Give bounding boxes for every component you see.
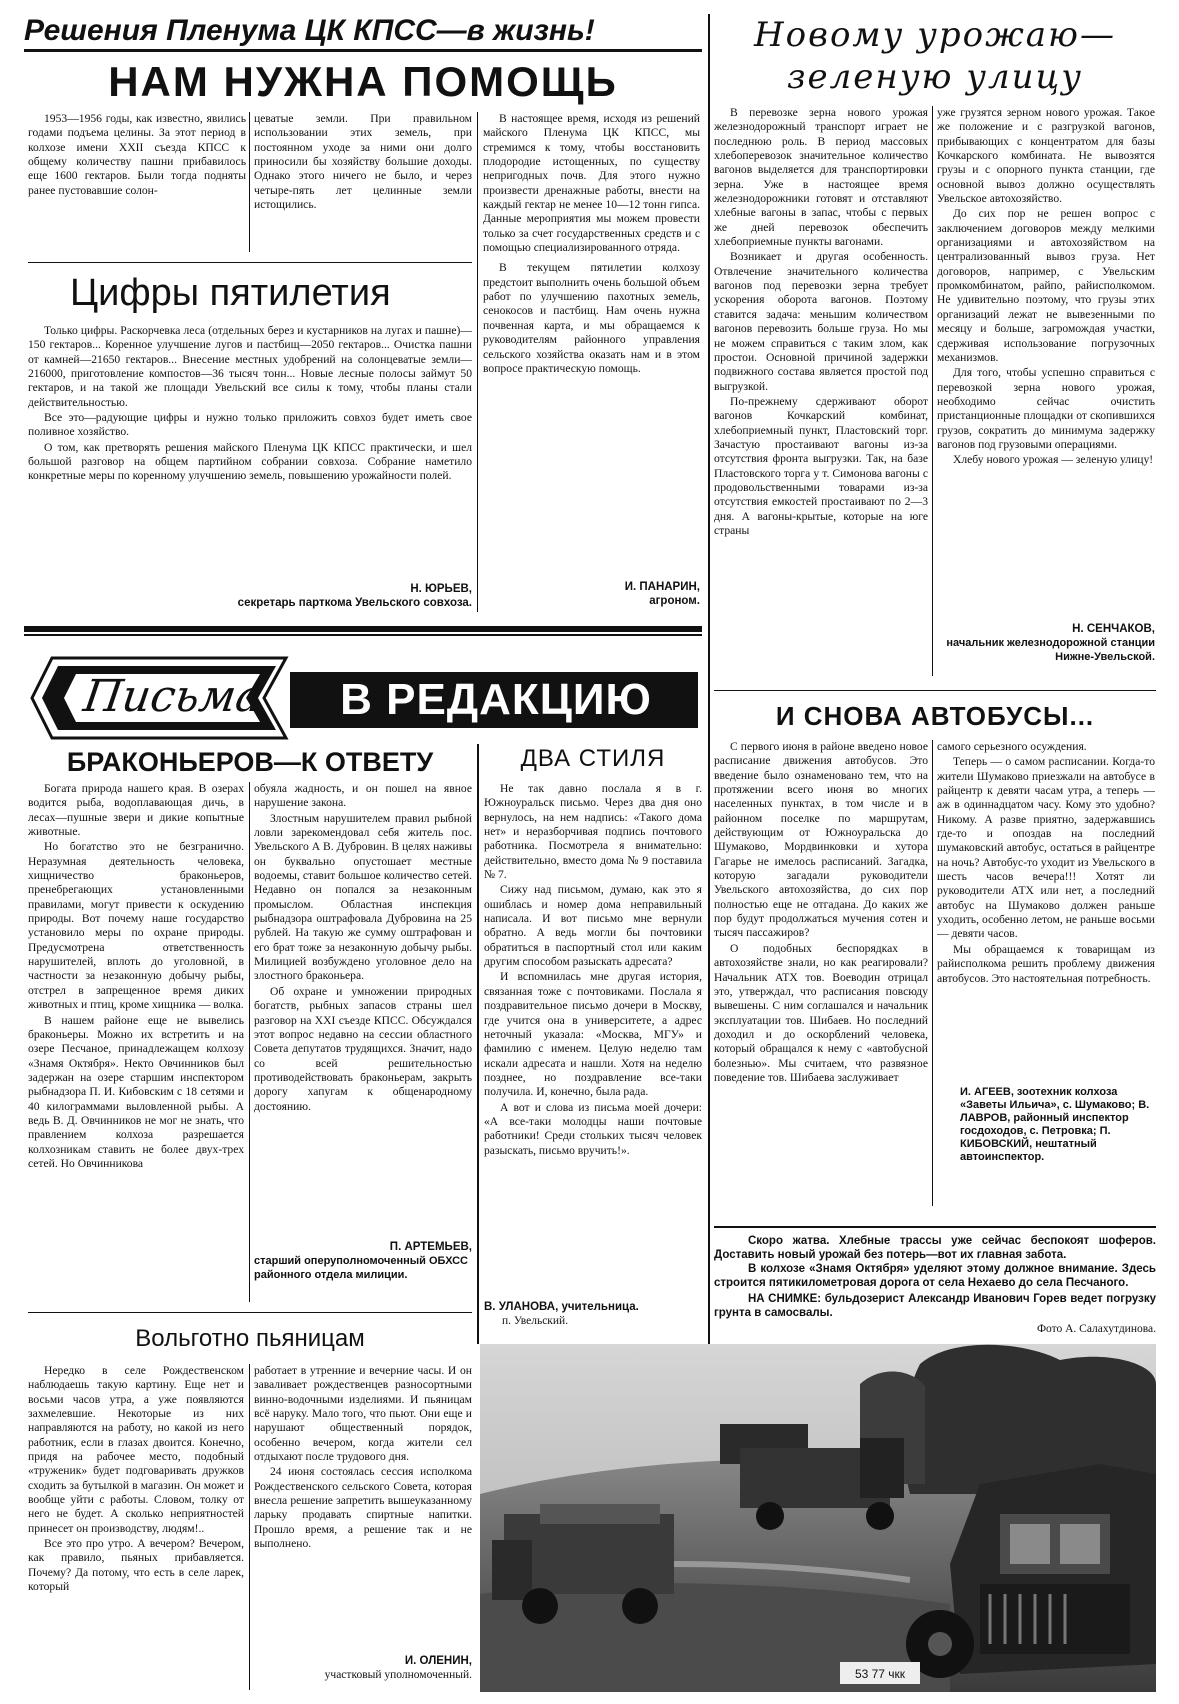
- poachers-signature-name: П. АРТЕМЬЕВ,: [389, 1241, 472, 1253]
- photo-on-label: НА СНИМКЕ:: [748, 1293, 822, 1305]
- drunks-col2-p1: работает в утренние и вечерние часы. И он заваливает рождественцев разносортными винно-водочными изделиями. И пьяницам всё наруку. Мало того, что пьют. Они еще и нарушают общественный порядок, особенно вечером, когда жители сел отдыхают после трудового дня.: [254, 1364, 472, 1464]
- help-col1-p: 1953—1956 годы, как известно, явились годами подъема целины. За этот период в колхозе имени XXII съезда КПСС к общему количеству пашни прибавилось еще 1600 гектаров. Были тогда подняты ранее пустовавшие солон-: [28, 112, 246, 197]
- fiveyear-title-text: Цифры пятилетия: [70, 272, 391, 314]
- buses-signature-text: И. АГЕЕВ, зоотехник колхоза «Заветы Ильича», с. Шумаково; В. ЛАВРОВ, районный инспектор госдоходов, с. Петровка; П. КИБОВСКИЙ, нештатный автоинспектор.: [960, 1086, 1150, 1163]
- drunks-col1-p2: Все это про утро. А вечером? Вечером, как правило, пьяных прибавляется. Почему? Да потому, что есть в селе ларек, который: [28, 1537, 244, 1594]
- harvest-col1-p3: По-прежнему сдерживают оборот вагонов Кочкарский комбинат, хлебоприемный пункт, Пластовский торг. Зачастую простаивают вагоны из-за отсутствия фронта выгрузки. Так, на базе Пластовского торга у т. Симонова вагоны с продовольственными товарами из-за отсутствия емкостей простаивают по 2—3 дня. А вагоны-крытые, которые на юге страны: [714, 394, 928, 537]
- buses-title: [714, 696, 1156, 736]
- buses-col2-p1: самого серьезного осуждения.: [937, 740, 1087, 753]
- twostyles-body: [484, 782, 702, 1290]
- harvest-title: [714, 14, 1156, 104]
- twostyles-title-text: ДВА СТИЛЯ: [520, 745, 666, 772]
- buses-col-2: [937, 740, 1155, 1052]
- buses-col2-p3: Мы обращаемся к товарищам из райисполкома решить проблему движения автобусов. Это настоятельная потребность.: [937, 942, 1155, 985]
- fiveyear-signature: [28, 582, 472, 616]
- poachers-col-2: [254, 782, 472, 1242]
- photo-caption: [714, 1234, 1156, 1340]
- help-signature-name: И. ПАНАРИН,: [624, 581, 700, 593]
- help-col3-p2: В текущем пятилетии колхозу предстоит выполнить очень большой объем работ по улучшению пахотных земель, сенокосов и пастбищ. Нам очень нужна почвенная карта, и мы обращаемся к руководителям районного управления сельского хозяйства оказать нам и в этом вопросе практическую помощь.: [483, 261, 700, 375]
- poachers-col1-p2: Но богатство это не безгранично. Неразумная деятельность человека, хищничество браконьеров, пренебрегающих установленными правилами, могут привести к оскудению природы. Вот почему наше государство установило меры по охране природы. Предусмотрена ответственность нарушителей, вплоть до уголовной, в частности за незаконную добычу рыбы, отстрел в запрещенное время диких животных и птиц, кроме хищника — волка.: [28, 840, 244, 1012]
- fiveyear-signature-position: секретарь парткома Увельского совхоза.: [237, 597, 472, 609]
- harvest-col2-p3: Для того, чтобы успешно справиться с перевозкой зерна нового урожая, необходимо сейчас очистить пристанционные площадки от скопившихся грузов, сократить до минимума задержку вагонов под грузовыми операциями.: [937, 366, 1155, 451]
- harvest-signature-name: Н. СЕНЧАКОВ,: [1072, 623, 1155, 635]
- help-title-text: НАМ НУЖНА ПОМОЩЬ: [108, 58, 618, 105]
- help-title: [24, 54, 702, 110]
- drunks-col1-p1: Нередко в селе Рождественском наблюдаешь такую картину. Еще нет и восьми часов утра, а уже появляются захмелевшие. Некоторые из них направляются на работу, но какой из него работник, если в глазах двоится. Конечно, придя на рабочее место, подобный «труженик» будет подговаривать дружков сходить за бутылкой в магазин. Он может и вообще уйти с работы. Словом, толку от него не будет. А сколько неприятностей принесет он производству, людям!..: [28, 1364, 244, 1535]
- poachers-signature: [254, 1240, 472, 1302]
- fiveyear-p2: Все это—радующие цифры и нужно только приложить совхоз будет иметь свое поливное хозяйство.: [28, 411, 472, 439]
- buses-col2-p2: Теперь — о самом расписании. Когда-то жители Шумаково приезжали на автобусе в райцентр к девяти часам утра, а теперь — аж в одиннадцатом часу. Кому это удобно? Никому. А разве приятно, задержавшись где-то и опоздав на последний шумаковский автобус, остаться в райцентре на ночь? Автобус-то уходит из Увельского в шесть часов вечера!!! Хотят ли руководители АТХ или нет, а последний автобус на Шумаково должен раньше уходить, особенно летом, не раньше восьми — девяти часов.: [937, 755, 1155, 941]
- drunks-signature-name: И. ОЛЕНИН,: [404, 1655, 472, 1667]
- help-col-1: [28, 112, 246, 260]
- twostyles-signature-place: п. Увельский.: [502, 1315, 569, 1327]
- top-banner-text: Решения Пленума ЦК КПСС—в жизнь!: [24, 14, 595, 47]
- buses-col1-p1: С первого июня в районе введено новое расписание движения автобусов. Это введение было ознаменовано тем, что на протяжении всего июня во многих населенных пунктах, в том числе и в районном поселке по маршрутам, действующим от Южноуральска до Шумаково, Мордвинковки и хутора Гагарье не имелось расписаний. Загадка, которую загадали руководители Увельского автохозяйства, до сих пор полностью еще не отгадана. До каких же пор будут продолжаться мучения сотен и тысяч пассажиров?: [714, 740, 928, 940]
- drunks-col2-p2: 24 июня состоялась сессия исполкома Рождественского сельского Совета, которая внесла решение запретить вышеуказанному ларьку продавать спиртные напитки. Прошло время, а решение так и не выполнено.: [254, 1465, 472, 1551]
- harvest-col-2: [937, 106, 1155, 626]
- fiveyear-signature-name: Н. ЮРЬЕВ,: [410, 583, 472, 595]
- photo-plate: 53 77 чкк: [854, 1667, 906, 1681]
- poachers-title: [28, 744, 472, 780]
- poachers-col2-p2: Злостным нарушителем правил рыбной ловли зарекомендовал себя житель пос. Увельского А В. Дубровин. В целях наживы он буквально опустошает местные водоемы, ставит большое количество сетей. Недавно он попался за незаконным промыслом. Областная инспекция рыбнадзора оштрафовала Дубровина на 25 рублей. На такую же сумму оштрафован и его брат тоже за незаконную добычу рыбы. Милицией возбуждено уголовное дело на злостного браконьера.: [254, 811, 472, 983]
- fiveyear-body: [28, 324, 472, 582]
- photo: [480, 1344, 1156, 1692]
- drunks-title-text: Вольготно пьяницам: [135, 1325, 365, 1352]
- drunks-col-2: [254, 1364, 472, 1634]
- letters-banner: [24, 620, 702, 740]
- help-col-2: [254, 112, 472, 260]
- harvest-col1-p1: В перевозке зерна нового урожая железнодорожный транспорт играет не последнюю роль. В период массовых хлебоперевозок значительное количество вагонов выделяется для транспортировки зерна. Уже в настоящее время железнодорожники готовят и отставляют хлебные вагоны в запас, чтобы с первых же дней перевозок обеспечить хлебоприемные пункты вагонами.: [714, 106, 928, 249]
- twostyles-title: [484, 744, 702, 774]
- letters-banner-script: Письма: [80, 671, 266, 722]
- photo-caption-line-1: Скоро жатва. Хлебные трассы уже сейчас беспокоят шоферов. Доставить новый урожай без потерь—вот их главная забота.: [714, 1235, 1156, 1261]
- buses-title-text: И СНОВА АВТОБУСЫ...: [775, 701, 1095, 731]
- fiveyear-p1: Только цифры. Раскорчевка леса (отдельных берез и кустарников на лугах и пашне)—150 гектаров... Коренное улучшение лугов и пастбищ—2050 гектаров... Очистка пашни от камней—21650 гектаров... Внесение местных удобрений на солонцеватые земли—216000, приготовление компостов—36 тысяч тонн... Новые лесные полосы займут 50 гектаров, и на такой же площади Увельский все силы к тому, чтобы планы стали действительностью.: [28, 324, 472, 409]
- drunks-signature-position: участковый уполномоченный.: [324, 1669, 472, 1681]
- harvest-col2-p4: Хлебу нового урожая — зеленую улицу!: [953, 453, 1154, 467]
- poachers-col2-p1: обуяла жадность, и он пошел на явное нарушение закона.: [254, 782, 472, 810]
- letters-banner-block: В РЕДАКЦИЮ: [340, 675, 652, 724]
- harvest-title-text: Новому урожаю— зеленую улицу: [754, 15, 1116, 97]
- harvest-signature-position: начальник железнодорожной станции Нижне-Увельской.: [946, 637, 1155, 663]
- twostyles-p4: А вот и слова из письма моей дочери: «А все-таки молодцы наши почтовые работники! Среди стольких тысяч человек разыскать, письмо вручить!».: [484, 1100, 702, 1157]
- help-col-3: [483, 112, 700, 577]
- photo-on-text: бульдозерист Александр Иванович Горев ведет погрузку грунта в самосвалы.: [714, 1293, 1156, 1319]
- poachers-title-text: БРАКОНЬЕРОВ—К ОТВЕТУ: [66, 747, 434, 777]
- twostyles-signature-name: В. УЛАНОВА, учительница.: [484, 1301, 639, 1313]
- photo-credit: Фото А. Салахутдинова.: [1036, 1323, 1156, 1335]
- poachers-signature-position: старший оперуполномоченный ОБХСС районного отдела милиции.: [254, 1255, 468, 1281]
- drunks-col-1: [28, 1364, 244, 1694]
- photo-trucks-image: [480, 1344, 1156, 1692]
- fiveyear-title: [28, 268, 472, 318]
- twostyles-p3: И вспомнилась мне другая история, связанная тоже с почтовиками. Послала я поздравительное письмо дочери в Москву, где учится она в университете, а адрес неточный указала: «Москва, МГУ» и фамилию с именем. Целую неделю там искали адресата и нашли. Хотя на неделю позднее, но поздравление все-таки получила. И, конечно, была рада.: [484, 970, 702, 1099]
- twostyles-signature: [484, 1300, 702, 1336]
- harvest-col2-p2: До сих пор не решен вопрос с заключением договоров между мелкими организациями и автохозяйством на централизованный вывоз груза. Нет договоров, например, с Увельским промкомбинатом, райпо, райисполкомом. Не удивительно поэтому, что грузы этих организаций лежат не вывезенными по месяцу и больше, загромождая участки, сдерживая использование погрузочных механизмов.: [937, 207, 1155, 364]
- poachers-col1-p3: В нашем районе еще не вывелись браконьеры. Можно их встретить и на озере Песчаное, принадлежащем колхозу «Знамя Октября». Некто Овчинников был задержан на озере старшим инспектором рыбнадзора П. И. Кибовским с 18 сетями и 40 килограммами выловленной рыбы. А ведь В. Д. Овчинников не мог не знать, что правлением колхоза разрешается колхозникам ставить не более двух-трех сетей. Но Овчинникова: [28, 1013, 244, 1170]
- harvest-col-1: [714, 106, 928, 676]
- buses-col1-p2: О подобных беспорядках в автохозяйстве знали, но как реагировали? Начальник АТХ тов. Воеводин отрицал это, утверждал, что расписания повсюду вывешены. С ним соглашался и начальник эксплуатации тов. Шибаев. Но последний доходил и до оскорблений человека, который обращался к нему с «автобусной болезнью». Мы считаем, что развязное поведение тов. Шибаева заслуживает: [714, 941, 928, 1084]
- help-signature: [483, 580, 700, 616]
- twostyles-p2: Сижу над письмом, думаю, как это я ошиблась и номер дома неправильный написала. И вот письмо мне вернули обратно. А ведь могли бы почтовики обратиться в паспортный стол или каким другим способом разыскать адресата?: [484, 883, 702, 969]
- top-banner: [24, 14, 702, 52]
- drunks-signature: [254, 1654, 472, 1692]
- poachers-col-1: [28, 782, 244, 1310]
- drunks-title: [28, 1318, 472, 1360]
- poachers-col1-p1: Богата природа нашего края. В озерах водится рыба, водоплавающая дичь, в лесах—пушные звери и дикие копытные животные.: [28, 782, 244, 839]
- poachers-col2-p3: Об охране и умножении природных богатств, рыбных запасов страны шел разговор на XXI съезде КПСС. Обсуждался этот вопрос недавно на сессии областного Совета депутатов трудящихся. Значит, надо со всей решительностью противодействовать браконьерам, закрыть дорогу хапугам к общенародному достоянию.: [254, 984, 472, 1113]
- harvest-col2-p1: уже грузятся зерном нового урожая. Такое же положение и с разгрузкой вагонов, прибывающих с концентратом для базы Кочкарского комбината. Не вывозятся грузы и с опорного пункта станции, где основной вывоз должно осуществлять Увельское автохозяйство.: [937, 106, 1155, 206]
- harvest-signature: [937, 622, 1155, 678]
- fiveyear-p3: О том, как претворять решения майского Пленума ЦК КПСС практически, и шел большой разговор на общем партийном собрании совхоза. Собрание наметило конкретные меры по коренному улучшению земель, повышению урожайности полей.: [28, 440, 472, 483]
- help-col2-p: цеватые земли. При правильном использовании этих земель, при постоянном уходе за ними они долго приносили бы хозяйству большие доходы. Однако этого ничего не было, и через четыре-пять лет целинные земли истощились.: [254, 112, 472, 212]
- harvest-col1-p2: Возникает и другая особенность. Отвлечение значительного количества вагонов под перевозки зерна требует ускорения оборота вагонов. Поэтому ставится задача: меньшим количеством вагонов перевозить больше груза. Но мы не можем справиться с таким злом, как простои. Основной причиной задержки подвижного состава является простой под выгрузкой.: [714, 250, 928, 393]
- buses-signature: [960, 1086, 1155, 1204]
- help-signature-position: агроном.: [649, 595, 700, 607]
- buses-col-1: [714, 740, 928, 1230]
- help-col3-p1: В настоящее время, исходя из решений майского Пленума ЦК КПСС, мы стремимся к тому, чтобы восстановить плодородие истощенных, по существу непригодных почв. Для этого нужно произвести дренажные работы, внести на каждый гектар не менее 10—12 тонн гипса. Данные мероприятия мы можем провести только за счет государственных средств и с помощью специализированного отряда.: [483, 112, 700, 255]
- photo-caption-line-2: В колхозе «Знамя Октября» уделяют этому должное внимание. Здесь строится пятикилометровая дорога от села Нехаево до села Песчаного.: [714, 1263, 1156, 1289]
- twostyles-p1: Не так давно послала я в г. Южноуральск письмо. Через два дня оно вернулось, на нем надпись: «Такого дома нет» и неразборчивая подпись почтового работника. Посмотрела я внимательно: действительно, вместо дома № 9 поставила № 7.: [484, 782, 702, 882]
